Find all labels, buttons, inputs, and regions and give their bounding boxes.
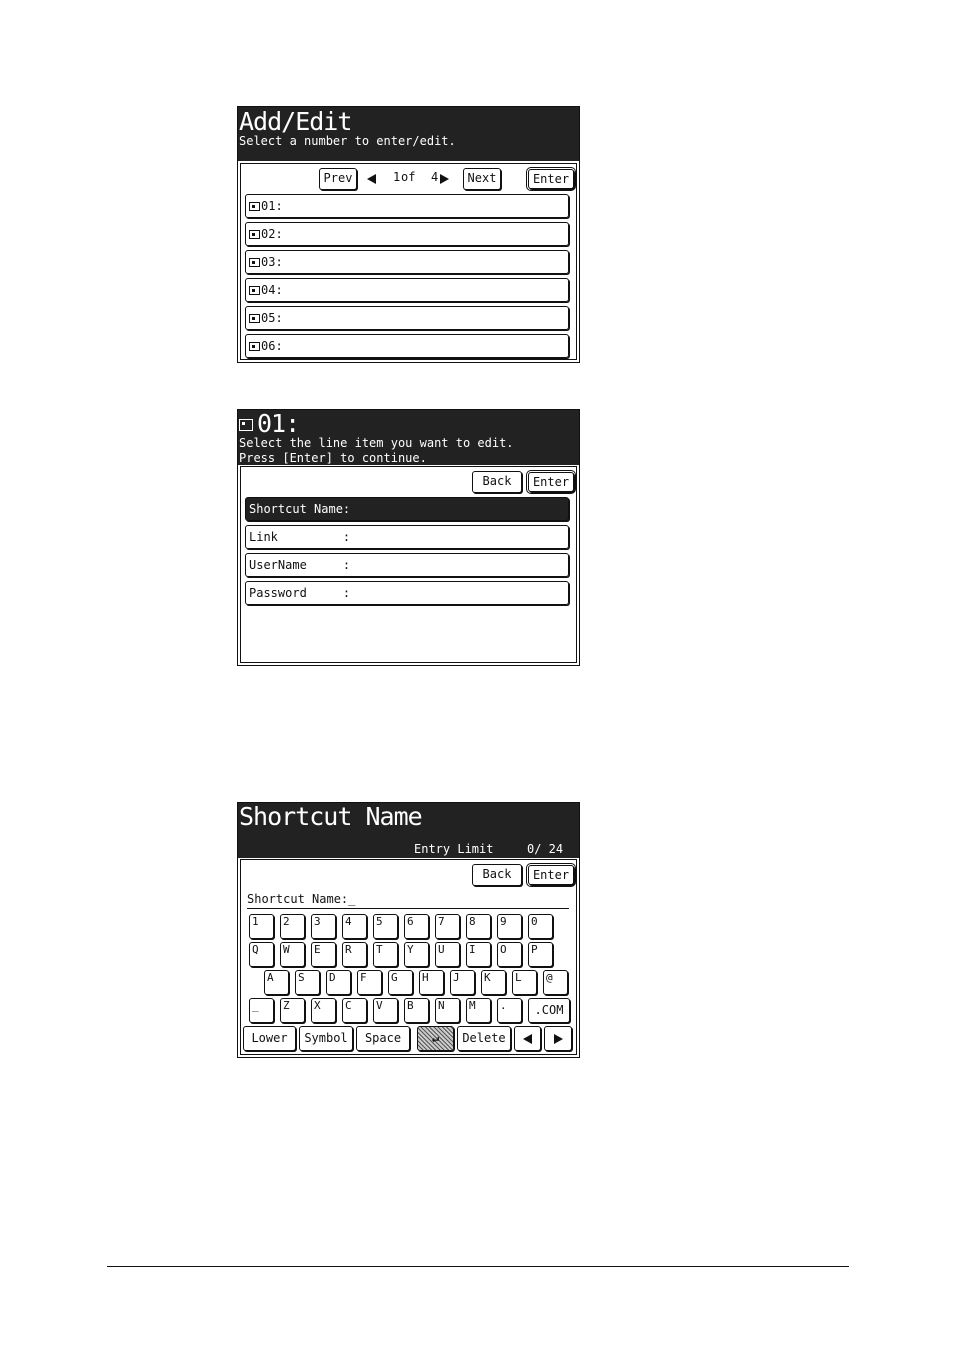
enter-button[interactable]: Enter: [528, 169, 574, 189]
list-item[interactable]: 02:: [245, 222, 569, 246]
entry-detail-screen: [237, 409, 580, 666]
add-edit-body: [240, 163, 577, 360]
dotcom-key[interactable]: .COM: [528, 998, 570, 1023]
list-item[interactable]: 03:: [245, 250, 569, 274]
entry-detail-title: 01:: [239, 411, 579, 436]
key-2[interactable]: 2: [280, 914, 305, 939]
keyboard-body: [240, 859, 577, 1055]
field-username[interactable]: UserName :: [245, 553, 569, 577]
key-p[interactable]: P: [528, 942, 553, 967]
key-i[interactable]: I: [466, 942, 491, 967]
right-arrow-icon: [554, 1034, 563, 1044]
list-item[interactable]: 01:: [245, 194, 569, 218]
key-u[interactable]: U: [435, 942, 460, 967]
key-n[interactable]: N: [435, 998, 460, 1023]
entry-detail-header: [238, 410, 579, 465]
left-arrow-icon: [523, 1034, 532, 1044]
add-edit-subtitle: Select a number to enter/edit.: [239, 134, 456, 148]
key-k[interactable]: K: [481, 970, 506, 995]
delete-key[interactable]: Delete: [457, 1026, 511, 1051]
entry-limit-value: 0/ 24: [527, 842, 564, 856]
folder-icon: [249, 230, 260, 239]
key-y[interactable]: Y: [404, 942, 429, 967]
return-icon: ↵: [431, 1031, 440, 1045]
key-x[interactable]: X: [311, 998, 336, 1023]
cursor-right-key[interactable]: [544, 1026, 572, 1051]
page-total: 4: [431, 170, 439, 184]
key-9[interactable]: 9: [497, 914, 522, 939]
list-item[interactable]: 04:: [245, 278, 569, 302]
shortcut-name-input-label: Shortcut Name:: [247, 892, 349, 906]
key-6[interactable]: 6: [404, 914, 429, 939]
field-password[interactable]: Password :: [245, 581, 569, 605]
add-edit-title: Add/Edit: [239, 107, 352, 136]
symbol-key[interactable]: Symbol: [299, 1026, 353, 1051]
key-g[interactable]: G: [388, 970, 413, 995]
folder-icon: [249, 314, 260, 323]
folder-icon: [249, 258, 260, 267]
enter-button[interactable]: Enter: [528, 472, 574, 492]
shortcut-name-screen: [237, 802, 580, 1058]
folder-icon: [249, 342, 260, 351]
key-w[interactable]: W: [280, 942, 305, 967]
shortcut-name-input-value: _: [348, 892, 356, 906]
key-3[interactable]: 3: [311, 914, 336, 939]
enter-button[interactable]: Enter: [528, 865, 574, 885]
next-arrow-icon: [440, 174, 449, 184]
key-at[interactable]: @: [543, 970, 568, 995]
entry-limit-label: Entry Limit: [414, 842, 494, 856]
shortcut-name-header: [238, 803, 579, 858]
enter-key[interactable]: [417, 1026, 454, 1051]
key-r[interactable]: R: [342, 942, 367, 967]
key-period[interactable]: .: [497, 998, 522, 1023]
key-d[interactable]: D: [326, 970, 351, 995]
entry-detail-body: [240, 466, 577, 663]
entry-detail-subtitle-2: Press [Enter] to continue.: [239, 451, 427, 465]
entry-detail-subtitle-1: Select the line item you want to edit.: [239, 436, 514, 450]
folder-icon: [239, 419, 253, 431]
key-o[interactable]: O: [497, 942, 522, 967]
list-item[interactable]: 05:: [245, 306, 569, 330]
key-a[interactable]: A: [264, 970, 289, 995]
key-0[interactable]: 0: [528, 914, 553, 939]
key-m[interactable]: M: [466, 998, 491, 1023]
next-button[interactable]: Next: [463, 168, 501, 190]
key-c[interactable]: C: [342, 998, 367, 1023]
key-5[interactable]: 5: [373, 914, 398, 939]
key-s[interactable]: S: [295, 970, 320, 995]
back-button[interactable]: Back: [472, 864, 522, 886]
key-q[interactable]: Q: [249, 942, 274, 967]
folder-icon: [249, 202, 260, 211]
key-4[interactable]: 4: [342, 914, 367, 939]
page-separator: of: [401, 170, 416, 184]
field-shortcut-name[interactable]: Shortcut Name:: [245, 497, 569, 521]
shortcut-name-input[interactable]: [247, 890, 569, 909]
back-button[interactable]: Back: [472, 471, 522, 493]
prev-button[interactable]: Prev: [319, 168, 357, 190]
add-edit-header: [238, 107, 579, 161]
key-j[interactable]: J: [450, 970, 475, 995]
key-t[interactable]: T: [373, 942, 398, 967]
cursor-left-key[interactable]: [514, 1026, 541, 1051]
key-z[interactable]: Z: [280, 998, 305, 1023]
key-underscore[interactable]: _: [249, 998, 274, 1023]
folder-icon: [249, 286, 260, 295]
page-current: 1: [393, 170, 401, 184]
key-b[interactable]: B: [404, 998, 429, 1023]
add-edit-screen: [237, 106, 580, 363]
key-h[interactable]: H: [419, 970, 444, 995]
key-e[interactable]: E: [311, 942, 336, 967]
key-l[interactable]: L: [512, 970, 537, 995]
key-7[interactable]: 7: [435, 914, 460, 939]
lower-key[interactable]: Lower: [243, 1026, 296, 1051]
prev-arrow-icon: [367, 174, 376, 184]
key-f[interactable]: F: [357, 970, 382, 995]
field-link[interactable]: Link :: [245, 525, 569, 549]
shortcut-name-title: Shortcut Name: [239, 802, 422, 831]
key-1[interactable]: 1: [249, 914, 274, 939]
key-v[interactable]: V: [373, 998, 398, 1023]
space-key[interactable]: Space: [356, 1026, 410, 1051]
page-footer-rule: [107, 1266, 849, 1267]
key-8[interactable]: 8: [466, 914, 491, 939]
list-item[interactable]: 06:: [245, 334, 569, 358]
